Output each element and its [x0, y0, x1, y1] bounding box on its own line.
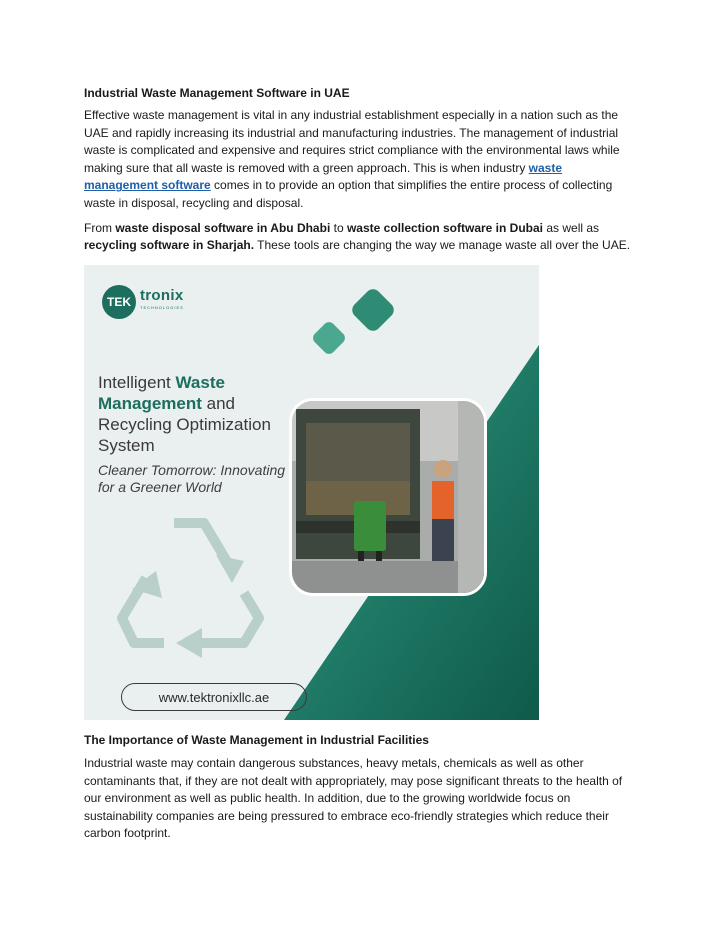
p2-text-aswell: as well as [543, 220, 600, 235]
garbage-truck-photo [289, 398, 487, 596]
p2-bold-abu-dhabi: waste disposal software in Abu Dhabi [115, 220, 331, 235]
banner-tagline: Cleaner Tomorrow: Innovating for a Greener World [98, 462, 286, 495]
intro-text-1: Effective waste management is vital in any industrial establishment especially in a nation such as the UAE and rapidly increasing its industrial and manufacturing industries. The management of industrial waste is complicated and expensive and requires strict compliance with the environmental laws while making sure that all waste is removed with a green approach. This is when industry [84, 108, 620, 175]
p2-text-tail: These tools are changing the way we manage waste all over the UAE. [254, 238, 631, 253]
intro-text-2: comes in to provide an option that simplifies the entire process of collecting waste in disposal, recycling and disposal. [84, 178, 613, 210]
document-body [84, 84, 636, 255]
headline-part-1: Intelligent [98, 373, 176, 392]
headline-part-4: and Recycling Optimization System [98, 394, 271, 455]
headline-part-3: Management [98, 394, 202, 413]
importance-section [84, 731, 636, 843]
p2-text-from: From [84, 220, 116, 235]
intro-paragraph [84, 107, 636, 213]
article-title: Industrial Waste Management Software in UAE [84, 86, 350, 100]
p2-bold-sharjah: recycling software in Sharjah. [84, 238, 255, 253]
p2-text-to: to [330, 220, 347, 235]
p2-bold-dubai: waste collection software in Dubai [346, 220, 544, 235]
waste-management-software-link[interactable]: waste management software [84, 160, 563, 193]
banner-headline [98, 372, 288, 456]
logo-name: tronix [140, 287, 184, 304]
logo-mark: TEK [102, 285, 136, 319]
recycle-icon [104, 503, 284, 673]
logo-tagline: TECHNOLOGIES [140, 305, 184, 310]
importance-paragraph: Industrial waste may contain dangerous substances, heavy metals, chemicals as well as other contaminants that, if they are not dealt with appropriately, may pose significant threats to the health of our environment as well as public health. In addition, due to the growing worldwide focus on sustainability companies are being pressured to embrace eco-friendly strategies which reduce their carbon footprint. [84, 756, 623, 841]
promo-banner-image [84, 265, 539, 720]
tektronix-logo [102, 285, 184, 319]
uae-tools-paragraph [84, 220, 636, 255]
website-url-pill: www.tektronixllc.ae [121, 683, 307, 711]
section-heading-importance: The Importance of Waste Management in Industrial Facilities [84, 733, 429, 747]
headline-part-2: Waste [175, 373, 225, 392]
